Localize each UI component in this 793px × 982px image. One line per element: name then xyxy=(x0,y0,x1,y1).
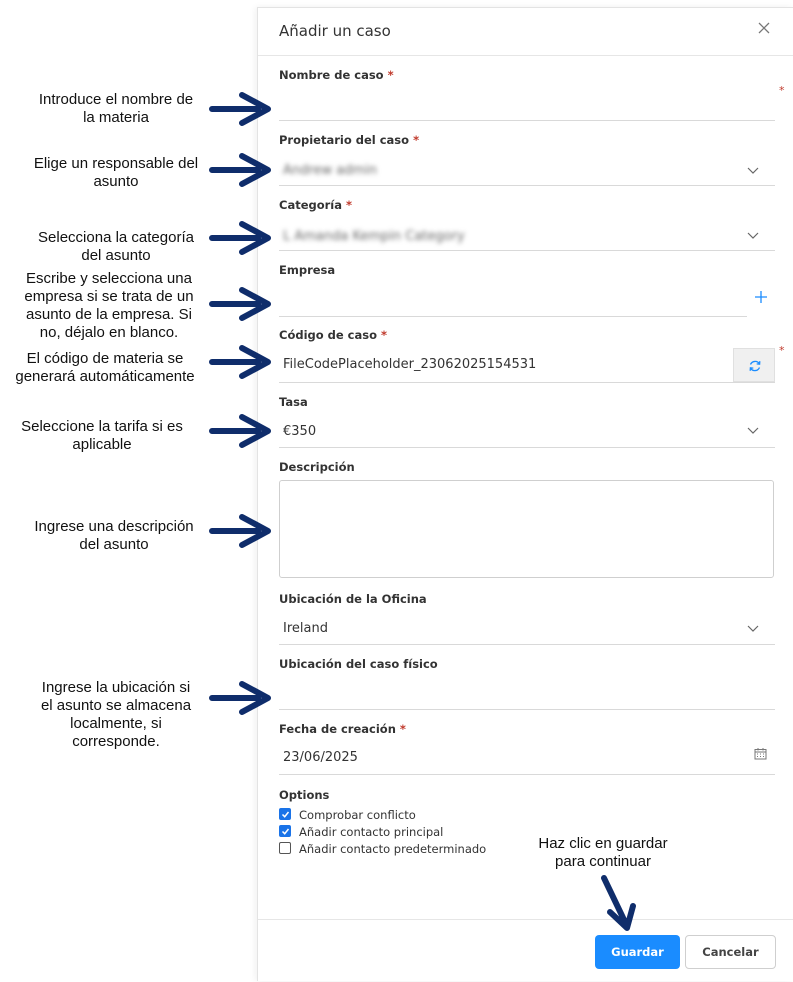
created-date-input[interactable] xyxy=(279,774,775,775)
arrow-down-icon xyxy=(596,872,640,934)
rate-select[interactable] xyxy=(279,447,775,448)
modal-footer xyxy=(258,919,793,982)
required-marker: * xyxy=(399,722,406,736)
regenerate-code-button[interactable] xyxy=(733,348,775,382)
case-code-value[interactable]: FileCodePlaceholder_23062025154531 xyxy=(283,357,537,372)
checkbox-checked[interactable] xyxy=(279,808,291,820)
arrow-right-icon xyxy=(208,511,278,551)
modal-header xyxy=(258,8,793,56)
annotation-line: localmente, si xyxy=(70,715,162,732)
add-main-contact-label: Añadir contacto principal xyxy=(299,825,444,839)
required-marker: * xyxy=(413,133,420,147)
owner-select-value[interactable]: Andrew admin xyxy=(283,163,377,178)
annotation-description xyxy=(0,518,228,554)
required-star: * xyxy=(779,84,785,97)
annotation-line: Introduce el nombre de xyxy=(38,91,194,108)
description-label-text: Descripción xyxy=(279,460,355,474)
category-label xyxy=(279,198,352,212)
annotation-line: Ingrese una descripción xyxy=(34,518,194,535)
company-label-text: Empresa xyxy=(279,263,336,277)
company-label xyxy=(279,263,335,277)
case-code-label xyxy=(279,328,387,342)
physical-location-input[interactable] xyxy=(279,709,775,710)
checkmark-icon xyxy=(281,810,290,819)
chevron-down-icon[interactable] xyxy=(747,625,759,633)
refresh-icon xyxy=(748,359,762,373)
cancel-button[interactable]: Cancelar xyxy=(685,935,776,969)
options-label: Options xyxy=(279,788,330,802)
arrow-right-icon xyxy=(208,678,278,718)
owner-label xyxy=(279,133,419,147)
annotation-save xyxy=(520,835,686,871)
rate-select-value[interactable]: €350 xyxy=(283,424,317,439)
checkbox-unchecked[interactable] xyxy=(279,842,291,854)
annotation-line: la materia xyxy=(83,109,149,126)
modal-title: Añadir un caso xyxy=(279,22,391,40)
case-name-input[interactable] xyxy=(279,120,775,121)
checkbox-checked[interactable] xyxy=(279,825,291,837)
check-conflict-label: Comprobar conflicto xyxy=(299,808,416,822)
owner-label-text: Propietario del caso xyxy=(279,133,410,147)
annotation-line: aplicable xyxy=(72,436,132,453)
plus-icon[interactable] xyxy=(754,290,768,304)
annotation-rate xyxy=(0,418,204,454)
arrow-right-icon xyxy=(208,411,278,451)
annotation-line: del asunto xyxy=(79,536,149,553)
annotation-line: el asunto se almacena xyxy=(40,697,192,714)
description-label xyxy=(279,460,355,474)
annotation-physical-location xyxy=(0,679,232,751)
annotation-owner xyxy=(0,155,232,191)
case-name-label-text: Nombre de caso xyxy=(279,68,384,82)
required-star: * xyxy=(779,344,785,357)
annotation-line: no, déjalo en blanco. xyxy=(39,324,179,341)
annotation-line: Escribe y selecciona una xyxy=(26,270,192,287)
arrow-right-icon xyxy=(208,284,278,324)
chevron-down-icon[interactable] xyxy=(747,167,759,175)
physical-location-label-text: Ubicación del caso físico xyxy=(279,657,438,671)
physical-location-label xyxy=(279,657,438,671)
category-label-text: Categoría xyxy=(279,198,343,212)
add-default-contact-label: Añadir contacto predeterminado xyxy=(299,842,487,856)
annotation-line: asunto de la empresa. Si xyxy=(26,306,192,323)
annotation-company xyxy=(0,270,218,342)
calendar-icon[interactable] xyxy=(754,747,767,760)
rate-label xyxy=(279,395,308,409)
office-location-label xyxy=(279,592,427,606)
created-date-value[interactable]: 23/06/2025 xyxy=(283,750,358,765)
office-location-select[interactable] xyxy=(279,644,775,645)
required-marker: * xyxy=(346,198,353,212)
office-location-label-text: Ubicación de la Oficina xyxy=(279,592,427,606)
case-code-label-text: Código de caso xyxy=(279,328,378,342)
category-select-value[interactable]: L Amanda Kempin Category xyxy=(283,229,465,244)
annotation-line: para continuar xyxy=(555,853,651,870)
case-code-input[interactable] xyxy=(279,382,775,383)
annotation-line: corresponde. xyxy=(72,733,160,750)
annotation-case-code xyxy=(0,350,210,386)
rate-label-text: Tasa xyxy=(279,395,308,409)
created-date-label-text: Fecha de creación xyxy=(279,722,396,736)
required-marker: * xyxy=(381,328,388,342)
chevron-down-icon[interactable] xyxy=(747,427,759,435)
arrow-right-icon xyxy=(208,342,278,382)
annotation-line: Elige un responsable del xyxy=(33,155,199,172)
annotation-line: asunto xyxy=(93,173,139,190)
case-name-label xyxy=(279,68,394,82)
required-marker: * xyxy=(387,68,394,82)
annotation-line: generará automáticamente xyxy=(15,368,195,385)
annotation-line: Selecciona la categoría xyxy=(38,229,194,246)
description-textarea[interactable] xyxy=(279,480,774,578)
annotation-line: Seleccione la tarifa si es xyxy=(21,418,183,435)
created-date-label xyxy=(279,722,406,736)
annotation-case-name xyxy=(0,91,232,127)
annotation-line: del asunto xyxy=(81,247,151,264)
annotation-line: El código de materia se xyxy=(26,350,184,367)
annotation-line: empresa si se trata de un xyxy=(24,288,194,305)
arrow-right-icon xyxy=(208,218,278,258)
checkmark-icon xyxy=(281,827,290,836)
chevron-down-icon[interactable] xyxy=(747,232,759,240)
annotation-line: Haz clic en guardar xyxy=(538,835,668,852)
owner-select[interactable] xyxy=(279,185,775,186)
category-select[interactable] xyxy=(279,250,775,251)
company-input[interactable] xyxy=(279,316,747,317)
save-button[interactable]: Guardar xyxy=(595,935,680,969)
annotation-category xyxy=(0,229,232,265)
close-icon[interactable] xyxy=(756,20,772,36)
office-location-value[interactable]: Ireland xyxy=(283,621,328,636)
arrow-right-icon xyxy=(208,150,278,190)
annotation-line: Ingrese la ubicación si xyxy=(41,679,191,696)
arrow-right-icon xyxy=(208,89,278,129)
